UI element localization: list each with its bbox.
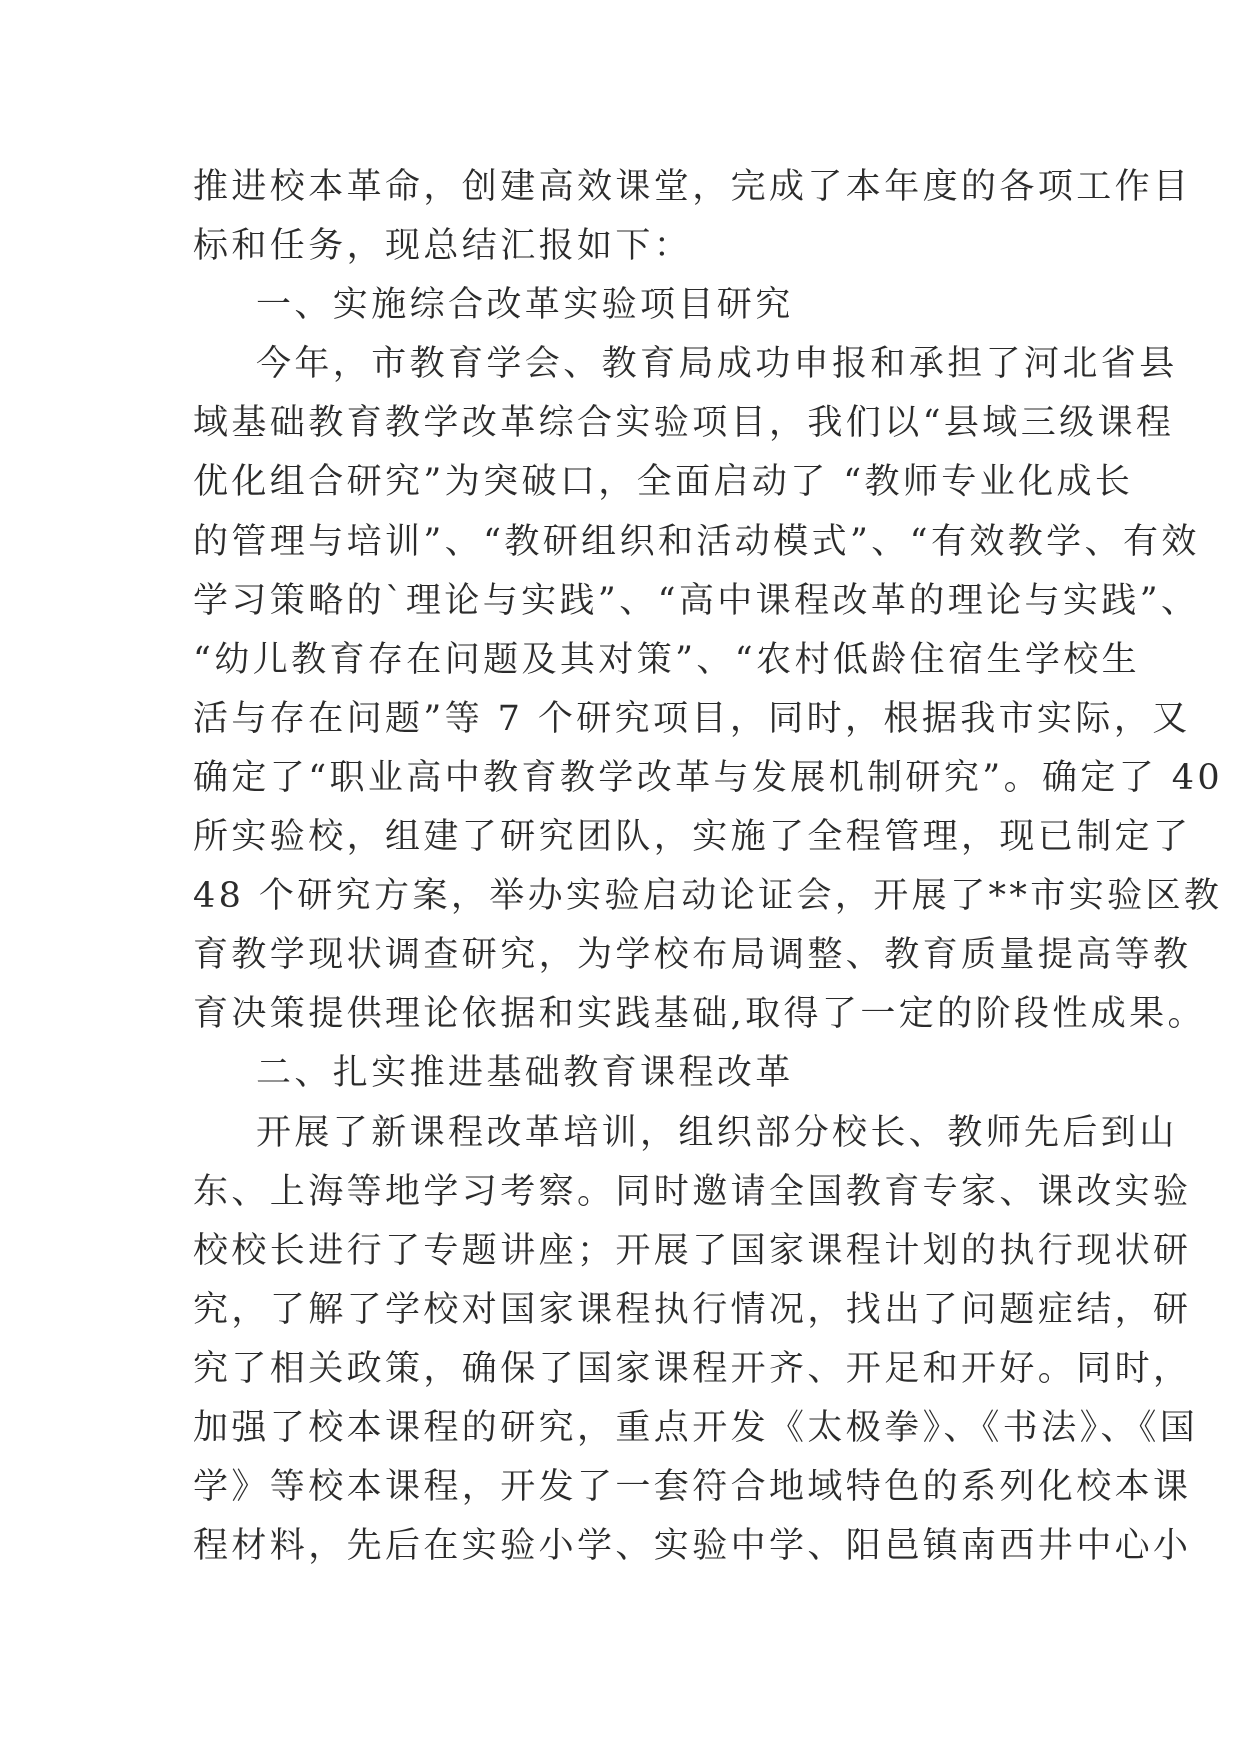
paragraph-first-line: 开展了新课程改革培训，组织部分校长、教师先后到山	[256, 1112, 1178, 1153]
body-line: 推进校本革命，创建高效课堂，完成了本年度的各项工作目	[193, 167, 1192, 207]
paragraph-first-line: 今年，市教育学会、教育局成功申报和承担了河北省县	[256, 344, 1178, 385]
body-line: 所实验校，组建了研究团队，实施了全程管理，现已制定了	[193, 817, 1192, 858]
body-line: 育决策提供理论依据和实践基础,取得了一定的阶段性成果。	[193, 994, 1206, 1035]
body-line: 校校长进行了专题讲座；开展了国家课程计划的执行现状研	[193, 1230, 1192, 1271]
body-line: 加强了校本课程的研究，重点开发《太极拳》、《书法》、《国	[193, 1407, 1199, 1448]
body-line: 程材料，先后在实验小学、实验中学、阳邑镇南西井中心小	[193, 1526, 1192, 1567]
body-line: 标和任务，现总结汇报如下：	[193, 226, 693, 267]
body-line: 究了相关政策，确保了国家课程开齐、开足和开好。同时，	[193, 1348, 1192, 1389]
section-heading: 一、实施综合改革实验项目研究	[256, 285, 794, 326]
body-line: 东、上海等地学习考察。同时邀请全国教育专家、课改实验	[193, 1171, 1192, 1212]
body-line: 学习策略的`理论与实践”、“高中课程改革的理论与实践”、	[193, 580, 1200, 621]
body-line: 优化组合研究”为突破口，全面启动了 “教师专业化成长	[193, 462, 1134, 503]
body-line: 域基础教育教学改革综合实验项目，我们以“县域三级课程	[193, 403, 1175, 444]
body-line: 确定了“职业高中教育教学改革与发展机制研究”。确定了 40	[193, 757, 1224, 798]
body-line: “幼儿教育存在问题及其对策”、“农村低龄住宿生学校生	[193, 639, 1141, 680]
body-line: 48 个研究方案，举办实验启动论证会，开展了**市实验区教	[193, 876, 1223, 917]
body-line: 活与存在问题”等 7 个研究项目，同时，根据我市实际，又	[193, 698, 1191, 739]
body-line: 学》等校本课程，开发了一套符合地域特色的系列化校本课	[193, 1467, 1192, 1508]
body-line: 究，了解了学校对国家课程执行情况，找出了问题症结，研	[193, 1289, 1192, 1330]
section-heading: 二、扎实推进基础教育课程改革	[256, 1053, 794, 1094]
body-line: 育教学现状调查研究，为学校布局调整、教育质量提高等教	[193, 935, 1192, 976]
document-body	[193, 158, 1224, 1576]
body-line: 的管理与培训”、“教研组织和活动模式”、“有效教学、有效	[193, 521, 1200, 562]
